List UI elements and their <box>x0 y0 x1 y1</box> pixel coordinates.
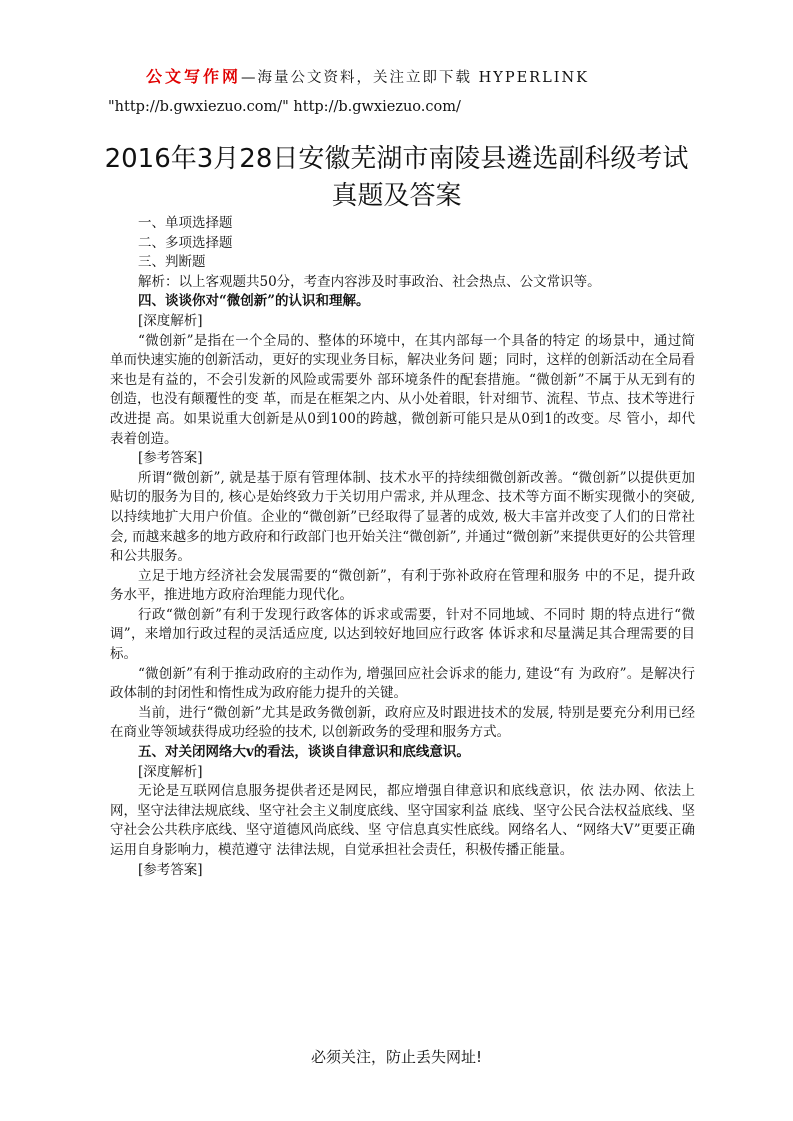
header-tagline: —海量公文资料，关注立即下载 HYPERLINK <box>241 70 589 86</box>
section-single-choice: 一、单项选择题 <box>138 215 233 231</box>
reference-answer-label: [参考答案] <box>138 861 203 878</box>
objective-analysis: 解析：以上客观题共50分，考查内容涉及时事政治、社会热点、公文常识等。 <box>138 273 601 290</box>
paragraph: “微创新”是指在一个全局的、整体的环境中，在其内部每一个具备的特定 的场景中，通过简单而快速实施的创新活动，更好的实现业务目标，解决业务问 题；同时，这样的创新活动在全局看来也是有益的，不会引发新的风险或需要外 部环境条件的配套措施。“微创新”不属于从无到有的创造，也没有颠覆性的变 革，而是在框架之内、从小处着眼，针对细节、流程、节点、技术等进行改进提 高。如果说重大创新是从0到100的跨越，微创新可能只是从0到1的改变。尽 管小，却代表着创造。 <box>110 332 695 447</box>
question-4-heading: 四、谈谈你对“微创新”的认识和理解。 <box>138 293 370 310</box>
paragraph: 无论是互联网信息服务提供者还是网民，都应增强自律意识和底线意识，依 法办网、依法上网，坚守法律法规底线、坚守社会主义制度底线、坚守国家利益 底线、坚守公民合法权益底线、坚守社会公共秩序底线、坚守道德风尚底线、坚 守信息真实性底线。网络名人、“网络大V”更要正确运用自身影响力，模范遵守 法律法规，自觉承担社会责任，积极传播正能量。 <box>110 783 695 858</box>
document-title: 2016年3月28日安徽芜湖市南陵县遴选副科级考试真题及答案 <box>104 144 689 211</box>
reference-answer-label: [参考答案] <box>138 450 203 467</box>
document-body <box>110 214 695 880</box>
paragraph: 立足于地方经济社会发展需要的“微创新”，有利于弥补政府在管理和服务 中的不足，提升政务水平，推进地方政府治理能力现代化。 <box>110 567 695 604</box>
paragraph: 所谓“微创新”, 就是基于原有管理体制、技术水平的持续细微创新改善。“微创新”以提供更加贴切的服务为目的, 核心是始终致力于关切用户需求, 并从理念、技术等方面不断实现微小的突破, 以持续地扩大用户价值。企业的“微创新”已经取得了显著的成效, 极大丰富并改变了人们的日常社会, 而越来越多的地方政府和行政部门也开始关注“微创新”, 并通过“微创新”来提供更好的公共管理和公共服务。 <box>110 469 695 565</box>
paragraph: “微创新”有利于推动政府的主动作为, 增强回应社会诉求的能力, 建设“有 为政府”。是解决行政体制的封闭性和惰性成为政府能力提升的关键。 <box>110 665 695 702</box>
header-line-1 <box>146 64 746 87</box>
footer-notice: 必须关注，防止丢失网址! <box>310 1048 482 1066</box>
paragraph: 行政“微创新”有利于发现行政客体的诉求或需要，针对不同地域、不同时 期的特点进行“微调”，来增加行政过程的灵活适应度, 以达到较好地回应行政客 体诉求和尽量满足其合理需要的目标。 <box>110 606 695 663</box>
section-multi-choice: 二、多项选择题 <box>138 234 233 251</box>
header-link-line[interactable]: "http://b.gwxiezuo.com/" http://b.gwxiezuo.com/ <box>108 99 461 115</box>
deep-analysis-label: [深度解析] <box>138 763 203 780</box>
question-5-heading: 五、对关闭网络大v的看法，谈谈自律意识和底线意识。 <box>138 744 470 761</box>
brand-name[interactable]: 公文写作网 <box>146 67 242 86</box>
deep-analysis-label: [深度解析] <box>138 312 203 329</box>
paragraph: 当前，进行“微创新”尤其是政务微创新，政府应及时跟进技术的发展, 特别是要充分利用已经在商业等领域获得成功经验的技术, 以创新政务的受理和服务方式。 <box>110 704 695 741</box>
section-true-false: 三、判断题 <box>138 254 206 271</box>
